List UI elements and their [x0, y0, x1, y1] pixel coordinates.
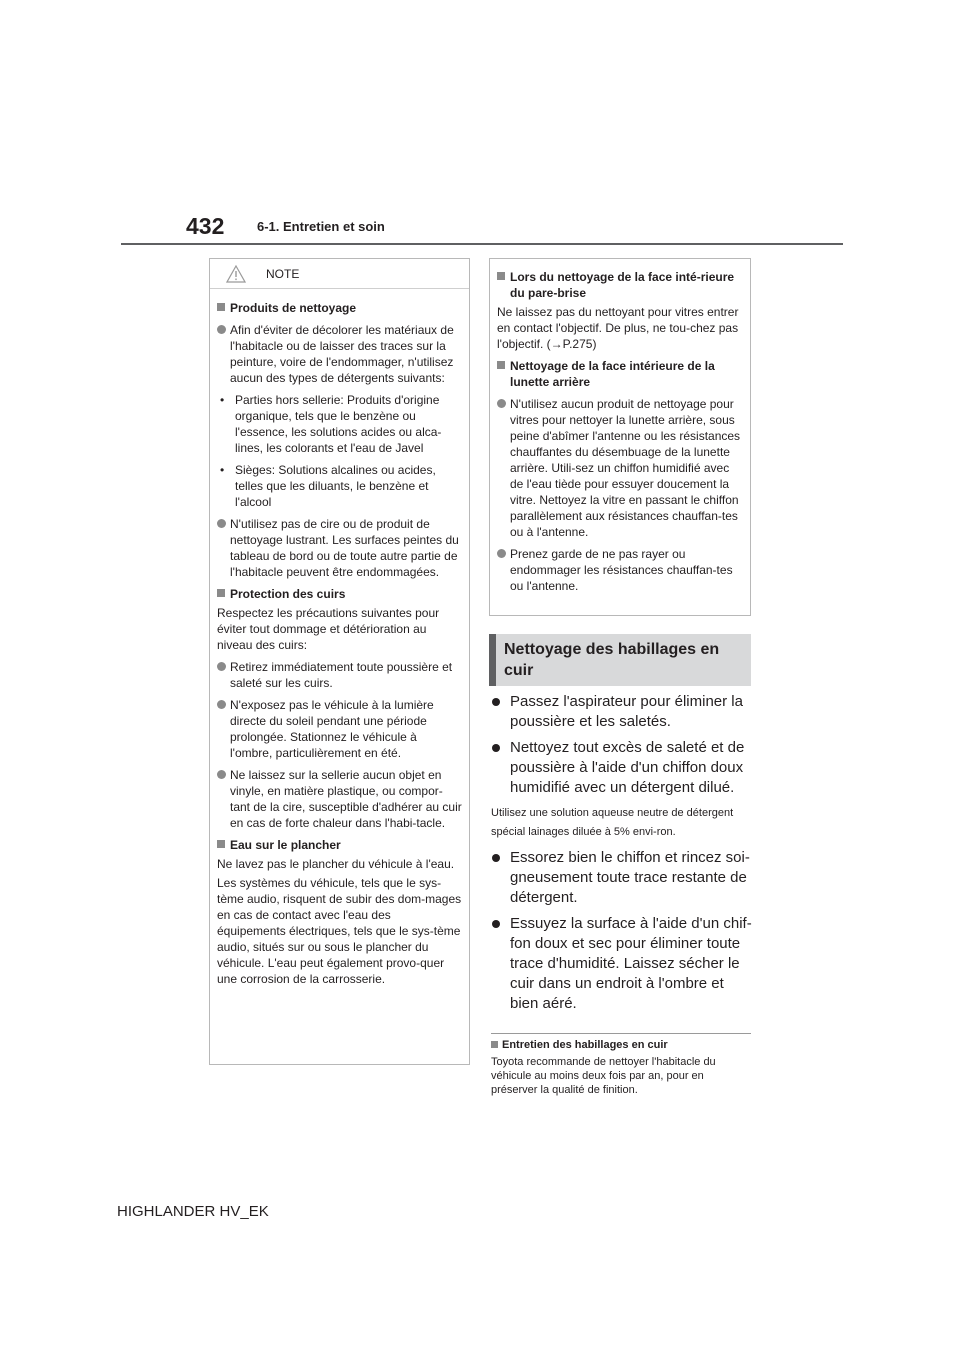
- square-bullet-icon: [217, 303, 225, 311]
- dot-item: Retirez immédiatement toute poussière et saleté sur les cuirs.: [217, 659, 462, 691]
- note-box: [209, 258, 470, 1065]
- bullet-icon: [492, 744, 500, 752]
- dot-bullet-icon: [217, 325, 226, 334]
- maintenance-info: [491, 1038, 753, 1097]
- dot-bullet-icon: [497, 399, 506, 408]
- dot-bullet-icon: [217, 519, 226, 528]
- subheading-windshield: Lors du nettoyage de la face inté-rieure du pare-brise: [497, 269, 743, 301]
- section-title: 6-1. Entretien et soin: [257, 219, 385, 234]
- bullet-icon: [492, 920, 500, 928]
- subheading-cleaning-products: Produits de nettoyage: [217, 300, 462, 316]
- paragraph: Respectez les précautions suivantes pour éviter tout dommage et détérioration au niveau des cuirs:: [217, 606, 440, 652]
- page-number: 432: [186, 213, 225, 239]
- step-item: Passez l'aspirateur pour éliminer la poussière et les saletés.: [491, 692, 753, 732]
- subheading-leather-care: Entretien des habillages en cuir: [491, 1038, 753, 1052]
- note-label: NOTE: [266, 266, 300, 281]
- dot-bullet-icon: [497, 549, 506, 558]
- bullet-icon: [492, 698, 500, 706]
- dot-bullet-icon: [217, 700, 226, 709]
- section-banner: [489, 634, 751, 686]
- square-bullet-icon: [497, 361, 505, 369]
- square-bullet-icon: [497, 272, 505, 280]
- dot-item: Afin d'éviter de décolorer les matériaux de l'habitacle ou de laisser des traces sur la peinture, voire de l'endommager, n'utilisez aucun des types de détergents suivants:: [217, 322, 462, 386]
- dot-item: Ne laissez sur la sellerie aucun objet en vinyle, en matière plastique, ou compor-tant de la cire, susceptible d'adhérer au cuir en cas de forte chaleur dans l'habi-tacle.: [217, 767, 462, 831]
- header-rule: [121, 243, 843, 245]
- warning-triangle-icon: [226, 265, 246, 283]
- list-item: • Sièges: Solutions alcalines ou acides, telles que les diluants, le benzène et l'alcool: [220, 463, 436, 509]
- step-item: Nettoyez tout excès de saleté et de poussière à l'aide d'un chiffon doux humidifié avec un détergent dilué.: [491, 738, 753, 798]
- dot-bullet-icon: [217, 770, 226, 779]
- subheading-water-on-floor: Eau sur le plancher: [217, 837, 462, 853]
- procedure-steps: [491, 690, 753, 1020]
- windshield-note-box: [489, 258, 751, 616]
- step-note: Utilisez une solution aqueuse neutre de détergent spécial lainages diluée à 5% envi-ron.: [491, 807, 734, 838]
- dot-item: N'utilisez pas de cire ou de produit de nettoyage lustrant. Les surfaces peintes du tableau de bord ou de toute autre partie de l'habitacle peuvent être endommagées.: [217, 516, 462, 580]
- divider: [491, 1033, 751, 1034]
- subheading-rear-window: Nettoyage de la face intérieure de la lunette arrière: [497, 358, 743, 390]
- subheading-leather-protection: Protection des cuirs: [217, 586, 462, 602]
- square-bullet-icon: [491, 1041, 498, 1048]
- note-header: [210, 259, 469, 289]
- list-item: • Parties hors sellerie: Produits d'origine organique, tels que le benzène ou l'essence, les solutions acides ou alca-lines, les colorants et l'eau de Javel: [220, 393, 442, 455]
- step-item: Essuyez la surface à l'aide d'un chif-fon doux et sec pour éliminer toute trace d'humidité. Laissez sécher le cuir dans un endroit à l'ombre et bien aéré.: [491, 914, 753, 1014]
- paragraph: Ne lavez pas le plancher du véhicule à l'eau.: [217, 857, 455, 871]
- banner-accent-bar: [489, 634, 496, 686]
- bullet-icon: [492, 854, 500, 862]
- dot-item: Prenez garde de ne pas rayer ou endommager les résistances chauffan-tes ou l'antenne.: [497, 546, 743, 594]
- paragraph: Les systèmes du véhicule, tels que le sys-tème audio, risquent de subir des dom-mages en cas de contact avec l'eau des équipements électriques, tels que le sys-tème audio, situés sur ou sous le plancher du véhicule. L'eau peut également provo-quer une corrosion de la carrosserie.: [217, 876, 462, 986]
- paragraph: Toyota recommande de nettoyer l'habitacle du véhicule au moins deux fois par an, pour en préserver la qualité de finition.: [491, 1056, 716, 1096]
- dot-bullet-icon: [217, 662, 226, 671]
- square-bullet-icon: [217, 840, 225, 848]
- step-item: Essorez bien le chiffon et rincez soi-gneusement toute trace restante de détergent.: [491, 848, 753, 908]
- section-heading: Nettoyage des habillages en cuir: [504, 641, 720, 679]
- footer-model: HIGHLANDER HV_EK: [117, 1203, 269, 1220]
- square-bullet-icon: [217, 589, 225, 597]
- dot-item: N'utilisez aucun produit de nettoyage pour vitres pour nettoyer la lunette arrière, sous peine d'abîmer l'antenne ou les résistances chauffantes du désembuage de la lunette arrière. Utili-sez un chiffon humidifié avec de l'eau tiède pour essuyer doucement la vitre. Nettoyez la vitre en passant le chiffon parallèlement aux résistances chauffan-tes ou à l'antenne.: [497, 396, 743, 540]
- dot-item: N'exposez pas le véhicule à la lumière directe du soleil pendant une période prolongée. Stationnez le véhicule à l'ombre, particulièrement en été.: [217, 697, 462, 761]
- paragraph: Ne laissez pas du nettoyant pour vitres entrer en contact l'objectif. De plus, ne tou-chez pas l'objectif. (→P.275): [497, 305, 739, 351]
